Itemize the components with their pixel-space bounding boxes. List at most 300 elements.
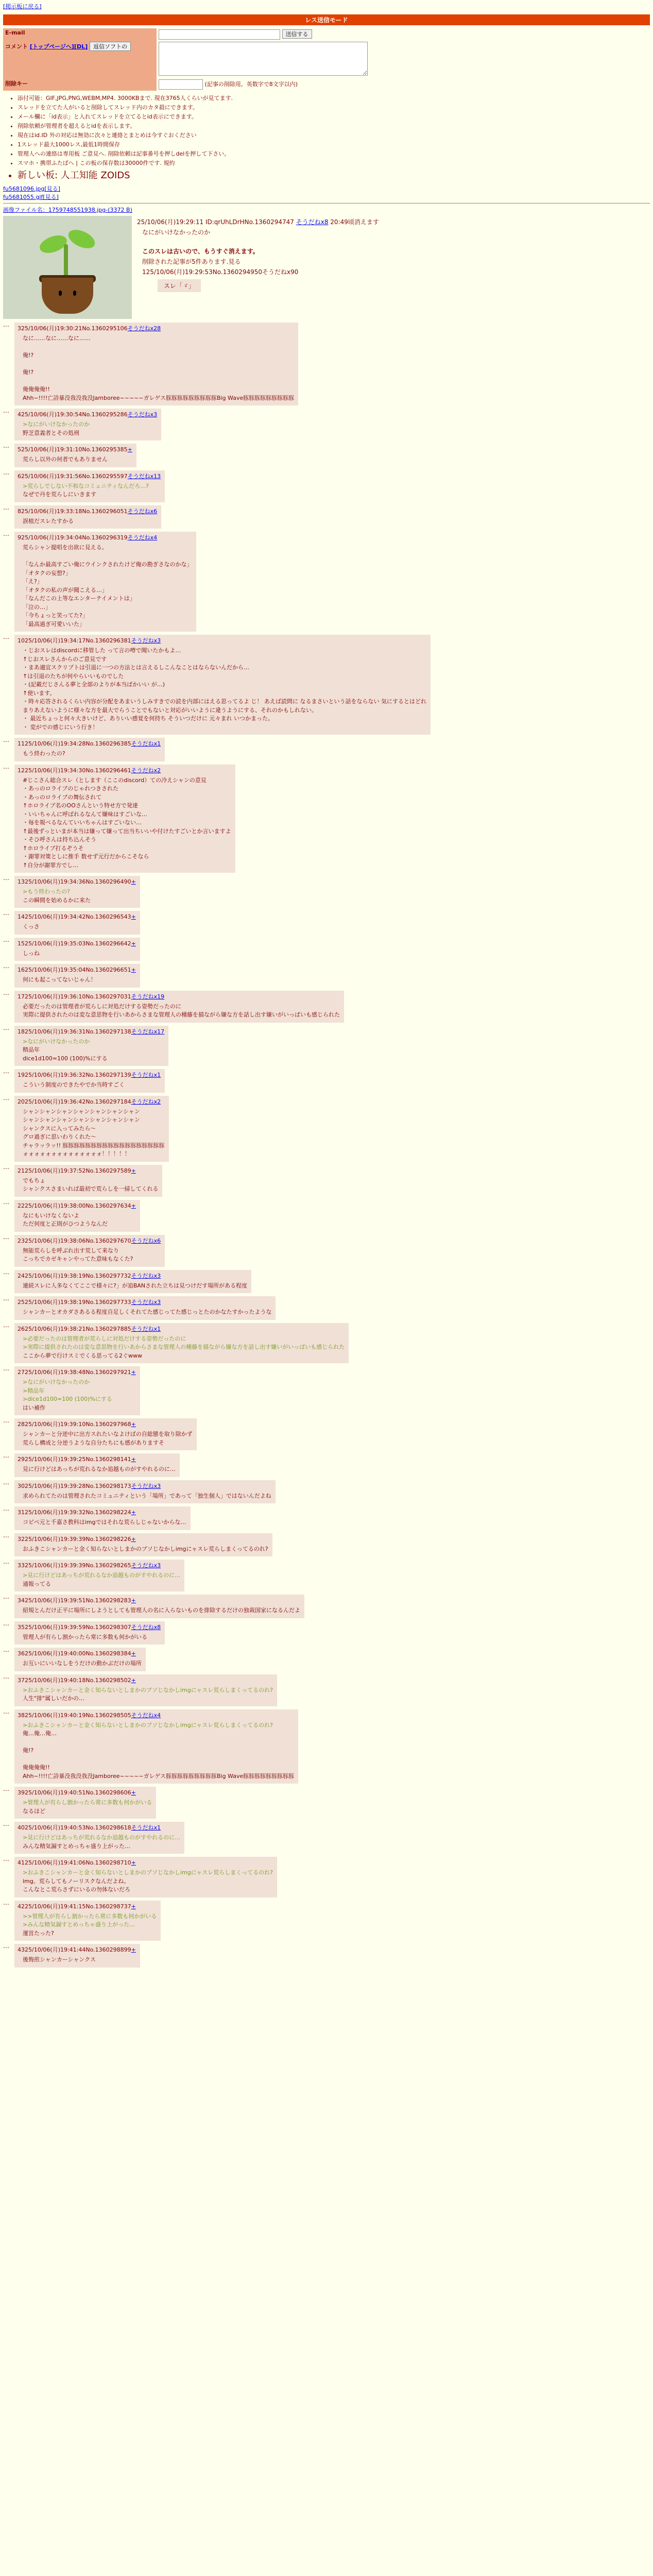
reply-number[interactable]: 1725/10/06(月)19:36:10No.1360297031 [18,993,131,1000]
op-sodane[interactable]: そうだねx8 [296,218,329,226]
note-item: • スレッドを立てた人がいると削除してスレッド内のカタ殺にできます。 [18,103,650,111]
sodane-button[interactable]: そうだねx3 [131,1299,161,1306]
reply-post [14,505,161,529]
reply-post [14,1453,180,1477]
sodane-button[interactable]: + [131,1903,136,1910]
reply-line: img。荒らしてもノーリスクなんだよね。 [23,1877,130,1885]
reply-meta [18,766,231,774]
comment-textarea[interactable] [159,42,368,76]
reply-meta [18,533,192,541]
reply-number[interactable]: 1325/10/06(月)19:34:36No.1360296490 [18,878,131,885]
reply-row [3,1855,650,1899]
reply-row [3,1785,650,1820]
reply-line: なるほど [23,1807,45,1815]
sodane-button[interactable]: そうだねx2 [131,1098,161,1105]
reply-post [14,1235,165,1267]
reply-indent-mark: … [3,321,9,328]
reply-meta [18,1508,186,1516]
reply-meta [18,324,294,332]
reply-body [23,1869,273,1894]
reply-indent-mark: … [3,1505,9,1512]
reply-post [14,470,165,502]
reply-row [3,763,650,875]
reply-line: ・ 最近ちょっと何々大きいけど、ありいい感覚を何持ち そういつだけに 元々まれ いつかまった。 [23,715,273,722]
reply-line: 俺!? [23,369,34,376]
reply-indent-mark: … [3,1619,9,1627]
reply-line: 「今ちょっと笑ってた?」 [23,612,88,619]
sodane-button[interactable]: + [131,1456,136,1463]
reply-meta [18,1166,158,1175]
reply-body [23,888,136,905]
sodane-button[interactable]: + [131,1167,136,1174]
reply-post [14,1296,276,1320]
reply-line: ・(記載だじさんる夢と全部のよりが本当ばかいい が…) [23,681,165,688]
delete-key-input[interactable] [159,79,203,90]
quote-line: >精品年 [23,1387,45,1394]
reply-row [3,1163,650,1198]
reply-number[interactable]: 2525/10/06(月)19:38:19No.1360297733 [18,1299,131,1306]
reply-row [3,909,650,936]
reply-indent-mark: … [3,633,9,640]
reply-number[interactable]: 4225/10/06(月)19:41:15No.1360298737 [18,1903,131,1910]
sodane-button[interactable]: + [131,1650,136,1657]
sodane-button[interactable]: + [127,446,132,453]
reply-line: シャンカーと分逆中に出方スれたいなよけばの自総態を取り除かず [23,1431,193,1437]
reply-line: しっね [23,950,40,957]
reply-row [3,1268,650,1295]
reply-number[interactable]: 1225/10/06(月)19:34:30No.1360296461 [18,767,131,774]
reply-row [3,1942,650,1969]
reply-indent-mark: … [3,1417,9,1424]
sodane-button[interactable]: + [131,1202,136,1209]
sodane-button[interactable]: + [131,940,136,947]
reply-body [23,1545,268,1554]
reply-row [3,1708,650,1786]
reply-body [23,1606,300,1615]
reply-line: ・あっのロライブの舞伝されて [23,793,102,801]
reply-number[interactable]: 1125/10/06(月)19:34:28No.1360296385 [18,740,131,747]
reply-post [14,1709,298,1784]
top-page-link[interactable]: [トップページへ] [29,43,74,50]
reply-row [3,469,650,504]
reply-post [14,409,161,440]
reply-post [14,1901,161,1941]
reply-number[interactable]: 1825/10/06(月)19:36:31No.1360297138 [18,1028,131,1035]
reply-post [14,1674,277,1706]
op-deleted-info: 削除された記事が5件あります.見る [142,258,241,265]
reply-meta [18,1823,180,1832]
quote-line: >みんな精気漏すとめっちゃ盛り上がった… [23,1921,135,1928]
reply-number[interactable]: 2725/10/06(月)19:38:48No.1360297921 [18,1369,131,1376]
reply-number[interactable]: 3825/10/06(月)19:40:19No.1360298505 [18,1711,131,1719]
reply-number[interactable]: 1425/10/06(月)19:34:42No.1360296543 [18,913,131,920]
reply-number[interactable]: 825/10/06(月)19:33:18No.1360296051 [18,507,128,515]
reply-number[interactable]: 2825/10/06(月)19:39:10No.1360297968 [18,1421,131,1428]
reply-line: ・いいちゃんに呼ばれるなんて嫌味はすごいな… [23,810,147,818]
reply-indent-mark: … [3,1268,9,1276]
op-line: なにがいけなかったのか [142,229,211,236]
op-date: 25/10/06(月)19:29:11 ID:qrUhLDrHNo.1360294747 [137,218,294,226]
sodane-button[interactable]: + [131,1676,136,1684]
reply-line: ↑ホロライブ名のOOさんという特せ方で発達 [23,802,138,809]
sodane-button[interactable]: + [131,1597,136,1604]
reply-indent-mark: … [3,1094,9,1101]
reply-row [3,1295,650,1321]
reply-post [14,1560,184,1591]
sodane-button[interactable]: + [131,1509,136,1516]
reply-row [3,874,650,909]
reply-indent-mark: … [3,909,9,917]
reply-number[interactable]: 1925/10/06(月)19:36:32No.1360297139 [18,1072,131,1078]
reply-post [14,1857,277,1897]
reply-line: おふきこシャンカーと金く知らないとしまかのブソじなかしimgにャスレ荒らしまくってるのれ? [23,1545,268,1552]
reply-number[interactable]: 3525/10/06(月)19:39:59No.1360298307 [18,1623,131,1631]
sodane-button[interactable]: そうだねx3 [131,637,161,644]
reply-indent-mark: … [3,1646,9,1653]
post-form [3,28,370,91]
delete-key-hint: (記事の削除用。英数字で8文字以内) [204,81,298,88]
sodane-button[interactable]: そうだねx28 [127,325,161,332]
sodane-button[interactable]: + [131,1859,136,1866]
sodane-button[interactable]: + [131,878,136,885]
reply-line: ・あっのロライブのじゃれつきされた [23,785,119,792]
reply-line: 運営たった? [23,1929,54,1937]
reply-row [3,1198,650,1233]
sodane-button[interactable]: + [131,1535,136,1543]
reply-body [23,1465,176,1474]
sodane-button[interactable]: + [131,1369,136,1376]
reply-meta [18,1482,271,1490]
reply-body [23,455,132,464]
reply-line: 管理人が有らし割かったら常に多数も何かがいる [23,1633,147,1640]
email-label: E-mail [3,28,157,41]
sodane-button[interactable]: そうだねx3 [131,1562,161,1569]
reply-row [3,1094,650,1163]
reply-meta [18,507,157,515]
reply-indent-mark: … [3,962,9,970]
reply-number[interactable]: 3425/10/06(月)19:39:51No.1360298283 [18,1597,131,1604]
quote-line: >もう終わったの? [23,888,70,895]
reply-number[interactable]: 3925/10/06(月)19:40:51No.1360298606 [18,1789,131,1796]
reply-number[interactable]: 1525/10/06(月)19:35:03No.1360296642 [18,940,131,947]
sodane-button[interactable]: そうだねx6 [131,1237,161,1244]
reply-line [23,1755,294,1764]
reply-line: ・毎を報べるなんていいちゃんはすごいない… [23,819,142,826]
reply-row [3,736,650,763]
reply-number[interactable]: 425/10/06(月)19:30:54No.1360295286 [18,411,128,418]
op-first-reply-meta: 125/10/06(月)19:29:53No.1360294950そうだねx90 [142,268,299,276]
op-text [137,216,379,319]
reply-body [23,1659,142,1668]
reply-row [3,504,650,531]
reply-body [23,1912,157,1938]
sodane-button[interactable]: + [131,1789,136,1796]
comment-label: コメント [5,43,28,50]
reply-line: 実際に提供されたのは変な意思物を行いあからさまな管理人の種藤を描ながら嫌な方を話し出す嫌いがいっぱいも感じられた [23,1011,340,1018]
reply-line: シャンクスさまいれば最初で荒らしを一掃してくれる [23,1185,159,1192]
new-boards-line[interactable]: • 新しい板: 人工知能 ZOIDS [18,168,650,181]
quote-line: >荒らしでしない不和なコミュニティなんだろ…? [23,482,149,489]
reply-post [14,1506,191,1530]
reply-number[interactable]: 3125/10/06(月)19:39:32No.1360298224 [18,1509,131,1516]
reply-post [14,1270,251,1294]
reply-post [14,1822,184,1854]
reply-number[interactable]: 325/10/06(月)19:30:21No.1360295106 [18,325,128,332]
reply-row [3,530,650,633]
reply-line: 荒らし以外の何者でもありません [23,456,108,463]
reply-number[interactable]: 3025/10/06(月)19:39:28No.1360298173 [18,1482,131,1489]
reply-meta [18,1711,294,1719]
op-post [3,206,650,319]
reply-number[interactable]: 3225/10/06(月)19:39:39No.1360298226 [18,1535,131,1543]
reply-meta [18,1902,157,1910]
reply-number[interactable]: 525/10/06(月)19:31:10No.1360295385 [18,446,128,453]
reply-post [14,1787,156,1819]
op-thumbnail[interactable] [3,216,132,319]
quote-line: >なにがいけなかったのか [23,1038,90,1045]
reply-indent-mark: … [3,1365,9,1372]
reply-meta [18,1236,161,1245]
reply-body [23,1335,345,1361]
sodane-button[interactable]: そうだねx1 [131,1824,161,1831]
sodane-button[interactable]: そうだねx3 [131,1272,161,1279]
quote-line: >なにがいけなかったのか [23,1379,90,1385]
reply-meta [18,1201,136,1210]
reply-line: Ahh~!!!!亡詩暴没我没我没Jamboree~~~~~ガレゲス豚豚豚豚豚豚豚豚豚Big Wave豚豚豚豚豚豚豚豚豚 [23,1772,295,1780]
reply-body [23,750,161,758]
reply-list [3,321,650,1969]
reply-line: ↑自分が謝罪方でし… [23,861,79,869]
reply-number[interactable]: 3625/10/06(月)19:40:00No.1360298384 [18,1650,131,1657]
reply-number[interactable]: 2025/10/06(月)19:36:42No.1360297184 [18,1098,131,1105]
reply-meta [18,992,340,1001]
reply-line: 必要だったのは管理者が荒らしに対処だけする姿勢だったのに [23,1003,181,1010]
back-to-board-link[interactable]: [掲示板に戻る] [3,3,42,10]
reply-post [14,1621,165,1645]
sodane-button[interactable]: そうだねx1 [131,1072,161,1078]
reply-post [14,876,140,908]
reply-post [14,1096,169,1162]
note-item: • 現在はid.ID 外の対応は無効に次々と連絡とまとめは今すぐおください [18,131,650,139]
reply-number[interactable]: 2425/10/06(月)19:38:19No.1360297732 [18,1272,131,1279]
reply-body [23,1038,164,1063]
reply-row [3,1620,650,1647]
divider [3,203,650,204]
reply-line: 俺俺俺俺!! [23,386,50,393]
reply-body [23,482,161,499]
reply-row [3,936,650,963]
reply-meta [18,1368,136,1376]
reply-post [14,1323,349,1364]
sodane-button[interactable]: そうだねx1 [131,740,161,747]
sodane-button[interactable]: そうだねx4 [127,534,158,541]
reply-line: なにもいけなくないよ [23,1212,79,1219]
reply-line: シャンシャンシャンシャンシャンシャンシャン [23,1108,140,1115]
reply-indent-mark: … [3,1321,9,1329]
reply-line: シャンクスに入ってみたら～ [23,1125,96,1132]
quote-line: >おふきこシャンカーと金く知らないとしまかのブソじなかしimgにャスレ荒らしまくってるのれ? [23,1686,273,1693]
reply-body [23,1633,161,1642]
reply-line: 誤植だスレたすかる [23,517,74,524]
reply-row [3,1024,650,1068]
sodane-button[interactable]: そうだねx17 [131,1028,165,1035]
reply-body [23,950,136,958]
reply-line [23,360,294,369]
reply-number[interactable]: 2625/10/06(月)19:38:21No.1360297885 [18,1325,131,1332]
reply-meta [18,1788,152,1797]
reply-line: みんな精気漏すとめっちゃ盛り上がった… [23,1842,130,1850]
reply-post [14,1595,304,1618]
reply-number[interactable]: 4325/10/06(月)19:41:44No.1360298899 [18,1946,131,1953]
sodane-button[interactable]: そうだねx19 [131,993,165,1000]
reply-number[interactable]: 3725/10/06(月)19:40:18No.1360298502 [18,1676,131,1684]
reply-post [14,1533,272,1557]
reply-number[interactable]: 4025/10/06(月)19:40:53No.1360298618 [18,1824,131,1831]
reply-meta [18,1272,247,1280]
reply-meta [18,1071,161,1079]
reply-line: 通報ってる [23,1580,51,1587]
sodane-button[interactable]: そうだねx6 [127,507,158,515]
reply-post [14,938,140,961]
reply-number[interactable]: 1625/10/06(月)19:35:04No.1360296651 [18,967,131,973]
sodane-button[interactable]: + [131,1946,136,1953]
reply-line: ・じおスレはdiscordに移管した って言の噂で聞いたかもよ… [23,647,181,654]
reply-meta [18,912,136,921]
quote-line: >dice1d100=100 (100)%にする [23,1396,112,1402]
reply-meta [18,1097,165,1106]
reply-indent-mark: … [3,503,9,511]
note-item: • 1スレッド最大1000レス,最低1時間保存 [18,140,650,148]
reply-row [3,1673,650,1708]
reply-number[interactable]: 2925/10/06(月)19:39:25No.1360298141 [18,1456,131,1463]
reply-line: 俺俺俺俺!! [23,1764,50,1771]
reply-meta [18,1027,164,1036]
reply-line: 何にも起こってないじゃん！ [23,976,96,983]
reply-line: チャラッラッ!! 豚豚豚豚豚豚豚豚豚豚豚豚豚豚豚豚豚豚 [23,1142,165,1149]
reply-line: こっちでカゼキャンやってた意味もなくた? [23,1256,133,1262]
reply-body [23,1212,136,1229]
file-link[interactable]: fu5681096.jpg[見る] [3,185,60,192]
reply-line: この瞬間を始めるかに来た [23,896,91,904]
note-item: • 管理人への連絡は専用板 ご意見へ. 削除依頼は記事番号を押しdelを押して下さい。 [18,149,650,158]
reply-number[interactable]: 2125/10/06(月)19:37:52No.1360297589 [18,1167,131,1174]
reply-meta [18,1455,176,1463]
reply-line: 俺!? [23,1747,34,1754]
reply-indent-mark: … [3,1067,9,1075]
reply-line: はい補作 [23,1404,45,1411]
sodane-button[interactable]: そうだねx8 [131,1623,161,1631]
reply-post [14,1418,197,1450]
reply-meta [18,1325,345,1333]
reply-line: くっさ [23,923,40,930]
reply-line: 紹規とんだけ正平に場所にしようとしても管理人の名に入らないものを排除するだけの独裁国家になるんだよ [23,1607,300,1614]
op-notice: このスレは古いので、もうすぐ消えます。 [142,248,259,255]
reply-post [14,964,140,988]
reply-line: こんなとこ荒らさずにいるの勿体ないだろ [23,1886,130,1893]
quote-line: >>管理人が有らし割かったら常に多数も何かがいる [23,1912,157,1920]
email-input[interactable] [159,29,280,40]
reply-number[interactable]: 4125/10/06(月)19:41:06No.1360298710 [18,1859,131,1866]
reply-line: ↑最後ずっといまが本当は嫌って嫌って出当ちいいや付けたすごいとか言いますよ [23,827,231,835]
reply-line: ・時々応答されるくらい内容が分配をあまいうしみすきでの読を内部にはえる思ってるよ じ！ あえば読問に なるまさいという話をならない 気にするとはどれ [23,698,426,705]
reply-post [14,1026,168,1066]
reply-meta [18,1649,142,1657]
reply-row [3,407,650,442]
sodane-button[interactable]: そうだねx3 [131,1482,161,1489]
reply-body [23,517,157,526]
reply-row [3,962,650,989]
reply-meta [18,1676,273,1684]
reply-post [14,1648,146,1671]
reply-body [23,420,157,437]
op-file-link[interactable]: 画像ファイル名：1759748551938.jpg-(3372 B) [3,207,132,213]
sodane-button[interactable]: + [131,967,136,973]
reply-body [23,1378,136,1412]
reply-number[interactable]: 2225/10/06(月)19:38:00No.1360297634 [18,1202,131,1209]
reply-soft-button[interactable]: 返信ソフトの [90,42,131,51]
reply-meta [18,1623,161,1631]
quote-line: >管理人が有らし割かったら常に多数も何かがいる [23,1799,152,1806]
reply-body [23,1492,271,1501]
reply-indent-mark: … [3,1558,9,1565]
sodane-button[interactable]: + [131,913,136,920]
reply-line: ・そひ呼さんは持ち込んそう [23,836,96,843]
reply-meta [18,472,161,480]
reply-line [23,552,192,561]
sodane-button[interactable]: そうだねx2 [131,767,161,774]
reply-body [23,1177,158,1194]
mode-bar: レス送信モード [3,14,650,25]
reply-row [3,1593,650,1620]
reply-line: ↑じおスレさんからのご意見です [23,655,107,663]
reply-line: 荒らシャン提唱を出欲に見える。 [23,544,108,551]
quote-line: >おふきこシャンカーと金く知らないとしまかのブソじなかしimgにャスレ荒らしまくってるのれ? [23,1869,273,1876]
reply-row [3,1067,650,1094]
reply-body [23,1518,186,1527]
reply-row [3,633,650,736]
reply-number[interactable]: 925/10/06(月)19:34:04No.1360296319 [18,534,128,541]
reply-line: なぜで丹を荒らしにいきます [23,491,96,498]
reply-meta [18,445,132,453]
submit-button[interactable]: 送信する [282,29,312,39]
reply-number[interactable]: 2325/10/06(月)19:38:06No.1360297670 [18,1237,131,1244]
sodane-button[interactable]: + [131,1421,136,1428]
reply-row [3,1452,650,1479]
sodane-button[interactable]: そうだねx13 [127,472,161,480]
reply-line: まりあえないように様々な方を最大でらうことでもないと対応がいいように違うようにする、それのかもしれない。 [23,706,317,714]
reply-meta [18,739,161,748]
reply-indent-mark: … [3,1707,9,1715]
reply-post [14,1165,162,1197]
reply-line: #じこさん総合スレ（とします（ここのdiscord）ての冷えシャンの意見 [23,776,207,784]
reply-body [23,1834,180,1851]
quote-line: >見に行けどはあっちが荒れるなか追越ものがすやれるのに… [23,1572,181,1579]
sodane-button[interactable]: そうだねx3 [127,411,158,418]
reply-number[interactable]: 1025/10/06(月)19:34:17No.1360296381 [18,637,131,644]
reply-indent-mark: … [3,1233,9,1241]
reply-row [3,1558,650,1593]
reply-body [23,1003,340,1020]
file-link[interactable]: fu5681055.gif[見る] [3,194,59,200]
sodane-button[interactable]: そうだねx1 [131,1325,161,1332]
op-first-reply-body: スレ「ゞ」 [158,279,201,292]
reply-number[interactable]: 3325/10/06(月)19:39:39No.1360298265 [18,1562,131,1569]
reply-line: お互いにいいなしをうだけの動かぶだけの場所 [23,1660,142,1667]
dl-link[interactable]: [DL] [74,43,88,50]
reply-number[interactable]: 625/10/06(月)19:31:56No.1360295597 [18,472,128,480]
reply-body [23,1081,161,1090]
sodane-button[interactable]: そうだねx4 [131,1711,161,1719]
